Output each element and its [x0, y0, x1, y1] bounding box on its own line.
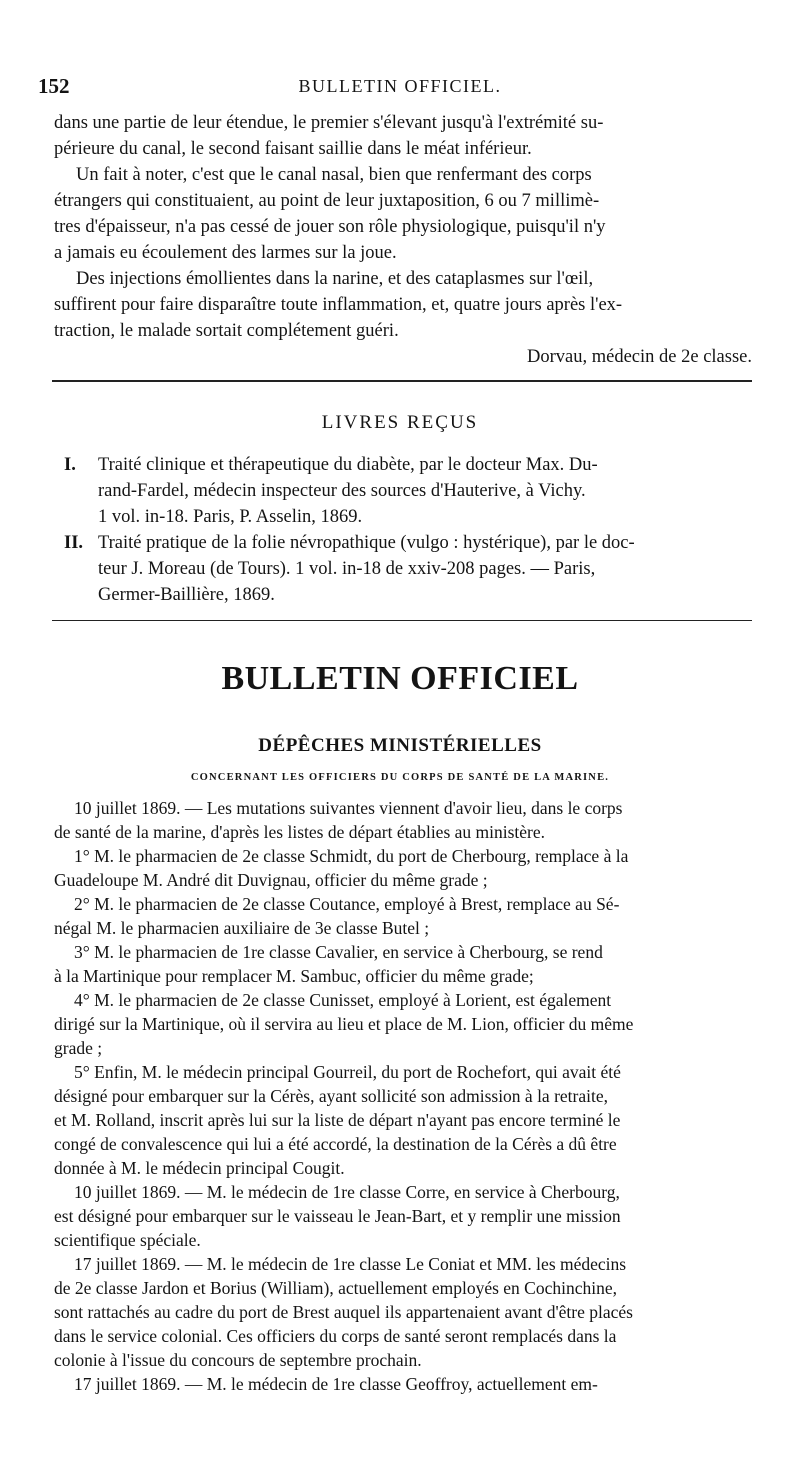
- dispatch-line: scientifique spéciale.: [54, 1230, 201, 1250]
- dispatch-line: 3° M. le pharmacien de 1re classe Cavalier, en service à Cherbourg, se rend: [74, 942, 603, 962]
- dispatch-line: de santé de la marine, d'après les listes de départ établies au ministère.: [54, 822, 546, 842]
- dispatch-line: colonie à l'issue du concours de septembre prochain.: [54, 1350, 422, 1370]
- dispatch-line: 10 juillet 1869. — M. le médecin de 1re classe Corre, en service à Cherbourg,: [74, 1182, 620, 1202]
- article-text: [54, 110, 752, 370]
- dispatch-line: 17 juillet 1869. — M. le médecin de 1re classe Le Coniat et MM. les médecins: [74, 1254, 627, 1274]
- dispatch-line: Guadeloupe M. André dit Duvignau, officier du même grade ;: [54, 870, 488, 890]
- list-item: [54, 530, 752, 608]
- text-line: tres d'épaisseur, n'a pas cessé de jouer son rôle physiologique, puisqu'il n'y: [54, 217, 606, 237]
- dispatch-line: congé de convalescence qui lui a été accordé, la destination de la Cérès a dû être: [54, 1134, 617, 1154]
- dispatch-line: est désigné pour embarquer sur le vaisseau le Jean-Bart, et y remplir une mission: [54, 1206, 621, 1226]
- text-line: Un fait à noter, c'est que le canal nasal, bien que renfermant des corps: [76, 165, 592, 185]
- item-marker: II.: [64, 533, 84, 553]
- text-line: teur J. Moreau (de Tours). 1 vol. in-18 de xxiv-208 pages. — Paris,: [98, 559, 596, 579]
- text-line: Germer-Baillière, 1869.: [98, 585, 275, 605]
- dispatch-line: 2° M. le pharmacien de 2e classe Coutance, employé à Brest, remplace au Sé-: [74, 894, 620, 914]
- dispatch-line: négal M. le pharmacien auxiliaire de 3e classe Butel ;: [54, 918, 430, 938]
- bulletin-subsubtitle: CONCERNANT LES OFFICIERS DU CORPS DE SANTÉ DE LA MARINE.: [190, 772, 610, 783]
- books-list: [54, 452, 752, 608]
- dispatch-line: désigné pour embarquer sur la Cérès, ayant sollicité son admission à la retraite,: [54, 1086, 608, 1106]
- dispatch-line: sont rattachés au cadre du port de Brest auquel ils appartenaient avant d'être placés: [54, 1302, 633, 1322]
- section-divider: [52, 620, 752, 621]
- text-line: dans une partie de leur étendue, le premier s'élevant jusqu'à l'extrémité su-: [54, 113, 604, 133]
- text-line: Traité clinique et thérapeutique du diabète, par le docteur Max. Du-: [98, 455, 598, 475]
- text-line: rand-Fardel, médecin inspecteur des sources d'Hauterive, à Vichy.: [98, 481, 586, 501]
- page-header: [38, 74, 762, 104]
- item-marker: I.: [64, 455, 76, 475]
- dispatch-line: grade ;: [54, 1038, 103, 1058]
- dispatch-line: à la Martinique pour remplacer M. Sambuc, officier du même grade;: [54, 966, 534, 986]
- dispatch-line: 5° Enfin, M. le médecin principal Gourreil, du port de Rochefort, qui avait été: [74, 1062, 621, 1082]
- dispatch-line: 17 juillet 1869. — M. le médecin de 1re classe Geoffroy, actuellement em-: [74, 1374, 598, 1394]
- dispatch-line: 4° M. le pharmacien de 2e classe Cunisset, employé à Lorient, est également: [74, 990, 612, 1010]
- running-head: BULLETIN OFFICIEL.: [298, 76, 502, 96]
- text-line: 1 vol. in-18. Paris, P. Asselin, 1869.: [98, 507, 363, 527]
- dispatch-line: et M. Rolland, inscrit après lui sur la liste de départ n'ayant pas encore terminé le: [54, 1110, 621, 1130]
- article-signature: Dorvau, médecin de 2e classe.: [527, 347, 752, 367]
- text-line: périeure du canal, le second faisant saillie dans le méat inférieur.: [54, 139, 532, 159]
- text-line: Des injections émollientes dans la narine, et des cataplasmes sur l'œil,: [76, 269, 594, 289]
- dispatch-line: donnée à M. le médecin principal Cougit.: [54, 1158, 345, 1178]
- list-item: [54, 452, 752, 530]
- section-title-livres: LIVRES REÇUS: [321, 412, 479, 433]
- text-line: a jamais eu écoulement des larmes sur la joue.: [54, 243, 397, 263]
- dispatch-line: 10 juillet 1869. — Les mutations suivantes viennent d'avoir lieu, dans le corps: [74, 798, 623, 818]
- section-divider: [52, 380, 752, 382]
- bulletin-title: BULLETIN OFFICIEL: [221, 660, 579, 697]
- text-line: suffirent pour faire disparaître toute inflammation, et, quatre jours après l'ex-: [54, 295, 623, 315]
- dispatches-text: [54, 796, 752, 1396]
- dispatch-line: 1° M. le pharmacien de 2e classe Schmidt, du port de Cherbourg, remplace à la: [74, 846, 629, 866]
- dispatch-line: dans le service colonial. Ces officiers du corps de santé seront remplacés dans la: [54, 1326, 617, 1346]
- dispatch-line: dirigé sur la Martinique, où il servira au lieu et place de M. Lion, officier du même: [54, 1014, 634, 1034]
- dispatch-line: de 2e classe Jardon et Borius (William), actuellement employés en Cochinchine,: [54, 1278, 618, 1298]
- text-line: étrangers qui constituaient, au point de leur juxtaposition, 6 ou 7 millimè-: [54, 191, 600, 211]
- bulletin-subtitle: DÉPÊCHES MINISTÉRIELLES: [258, 735, 542, 756]
- text-line: traction, le malade sortait complétement guéri.: [54, 321, 399, 341]
- page-number: 152: [38, 74, 70, 98]
- text-line: Traité pratique de la folie névropathique (vulgo : hystérique), par le doc-: [98, 533, 635, 553]
